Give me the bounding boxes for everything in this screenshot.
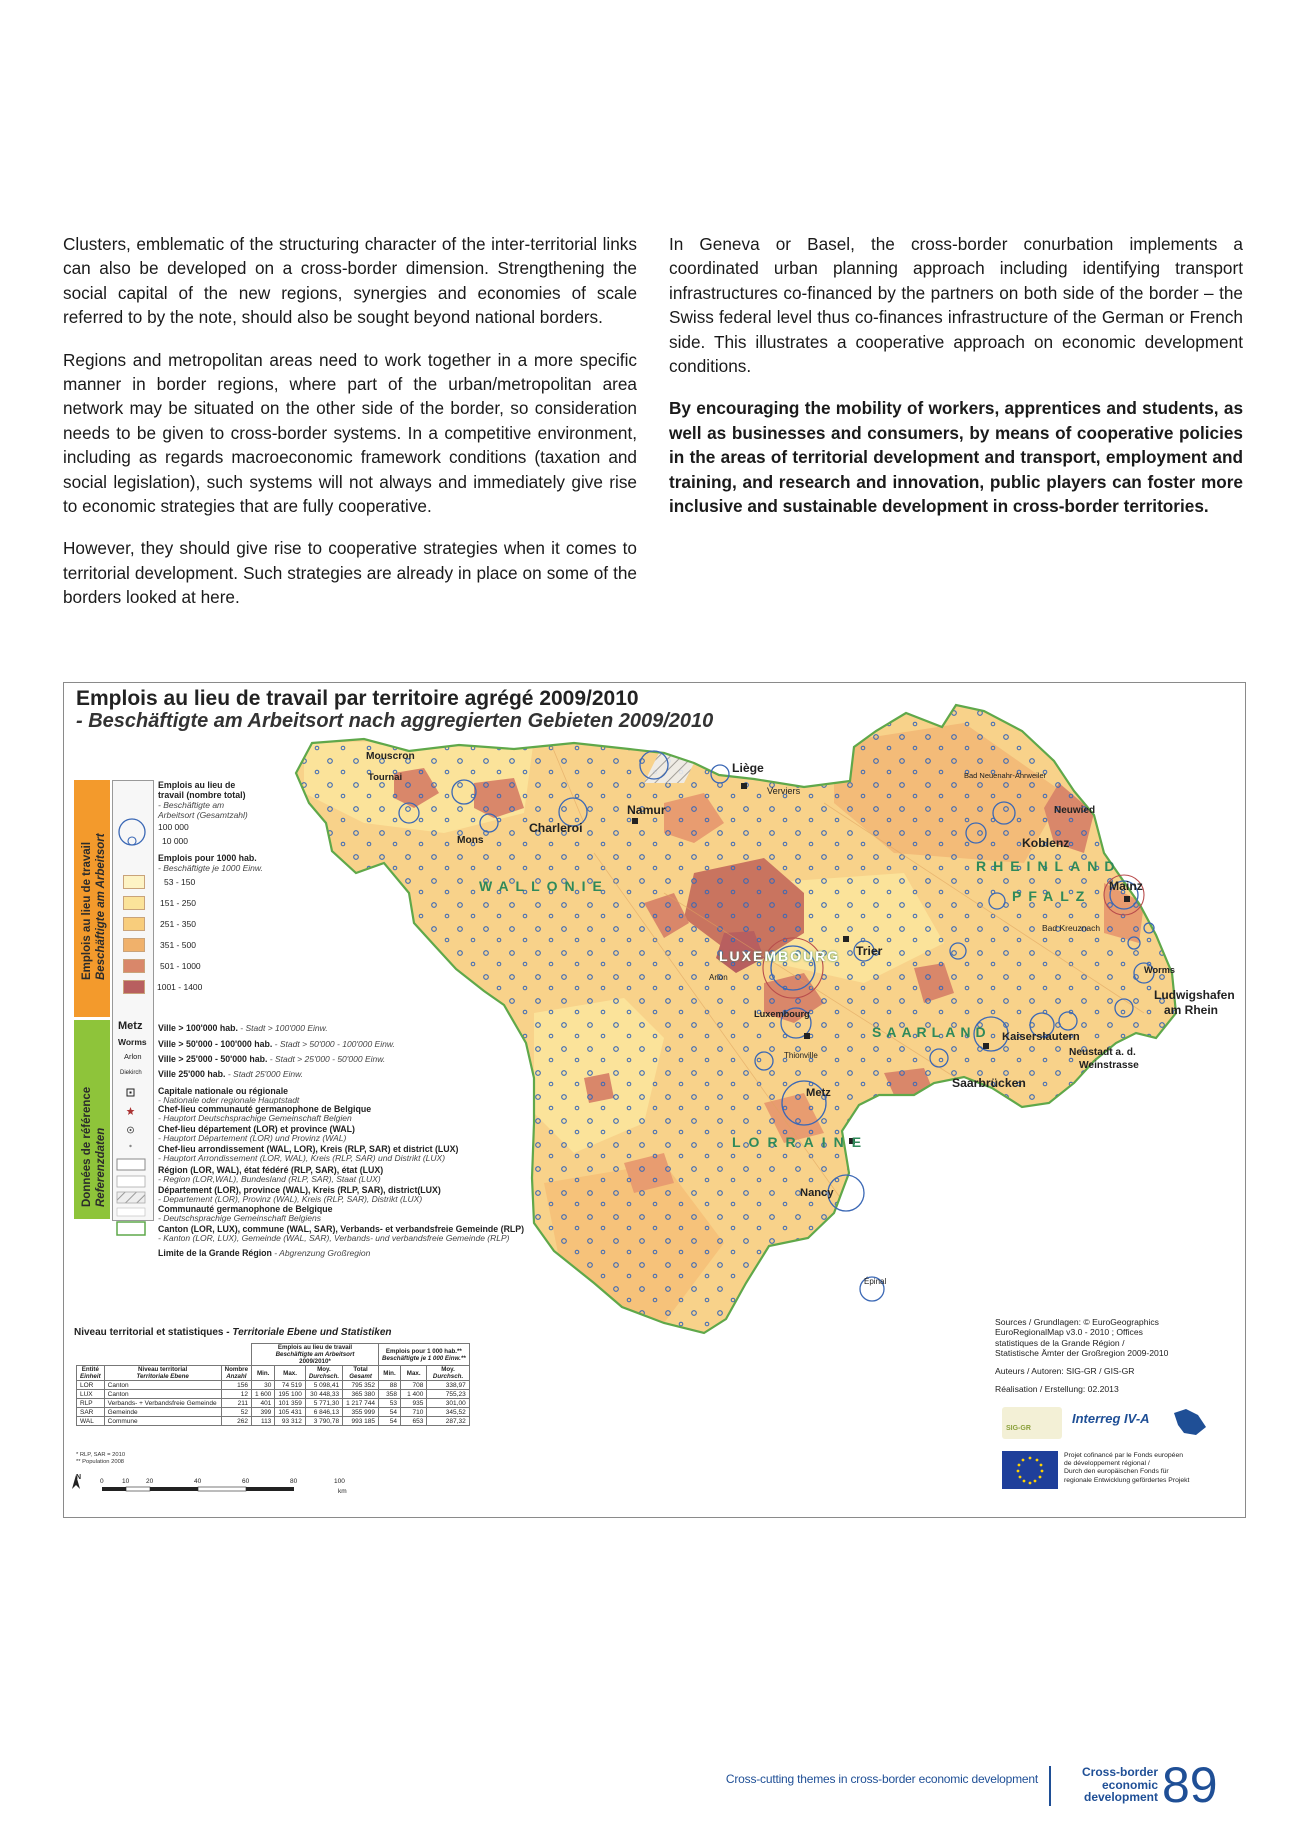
stats-col-header: Moy. Durchsch. — [427, 1366, 469, 1381]
stats-title: Niveau territorial et statistiques - Territoriale Ebene und Statistiken — [74, 1327, 392, 1338]
legend-ref-item: - Departement (LOR), Provinz (WAL), Kreis (RLP, SAR), Distrikt (LUX) — [158, 1194, 423, 1204]
stats-col-header: Min. — [379, 1366, 401, 1381]
legend-ref-item: Chef-lieu communauté germanophone de Belgique — [158, 1104, 372, 1114]
stats-notes: * RLP, SAR = 2010 ** Population 2008 — [76, 1452, 126, 1465]
legend-city-symbol: Metz — [118, 1020, 143, 1032]
legend-circle-value: 10 000 — [162, 836, 188, 846]
table-row: LUX Canton 12 1 600 195 100 30 448,33 365 380 358 1 400 755,23 — [77, 1390, 470, 1399]
text-column-right — [669, 232, 1243, 536]
legend-city-class: Ville > 25'000 - 50'000 hab. - Stadt > 25'000 - 50'000 Einw. — [158, 1054, 386, 1064]
scale-tick: 40 — [194, 1478, 202, 1485]
legend-class-label: 251 - 350 — [160, 919, 196, 929]
scale-tick: 10 — [122, 1478, 130, 1485]
running-title: Cross-cutting themes in cross-border economic development — [725, 1772, 1038, 1786]
scale-tick: 80 — [290, 1478, 298, 1485]
legend-class-label: 501 - 1000 — [160, 961, 201, 971]
stats-col-header: Entité Einheit — [77, 1366, 105, 1381]
legend-jobs-title: travail (nombre total) — [158, 790, 246, 800]
map-label: Luxembourg — [754, 1009, 810, 1019]
legend-city-symbol: Worms — [118, 1037, 147, 1047]
paragraph: Clusters, emblematic of the structuring character of the inter-territorial links can also be developed on a cross-border dimension. Strengthening the social capital of the new regions, synergies and economies of scale referred to by the note, should also be sought beyond national borders. — [63, 234, 637, 328]
scale-tick: 60 — [242, 1478, 250, 1485]
legend-band-reference-label: Données de référence — [81, 1086, 93, 1207]
map-label: Arlon — [709, 973, 728, 982]
footer-divider — [1049, 1766, 1051, 1806]
legend-ref-symbols — [112, 1080, 152, 1220]
legend-class-label: 151 - 250 — [160, 898, 196, 908]
section-label: Cross-border economic development — [1081, 1765, 1158, 1804]
legend-city-class: Ville > 50'000 - 100'000 hab. - Stadt > 50'000 - 100'000 Einw. — [158, 1039, 395, 1049]
legend-greater-region-swatch — [112, 1220, 152, 1240]
map-label: Charleroi — [529, 821, 583, 835]
partner-logos — [1002, 1405, 1217, 1441]
region-label: RHEINLAND — [976, 858, 1122, 874]
legend-swatch — [123, 896, 145, 910]
legend-ref-item: Département (LOR), province (WAL), Kreis (RLP, SAR), district(LUX) — [158, 1185, 441, 1195]
legend-class-label: 1001 - 1400 — [157, 982, 203, 992]
region-label: SAARLAND — [872, 1024, 991, 1040]
scale-tick: 100 — [334, 1478, 345, 1485]
map-label: Trier — [856, 944, 883, 958]
map-label: Namur — [627, 803, 666, 817]
map-label: Ludwigshafen — [1154, 988, 1235, 1002]
stats-col-header: Nombre Anzahl — [221, 1366, 251, 1381]
scale-unit: km — [338, 1488, 347, 1495]
stats-col-header: Max. — [400, 1366, 426, 1381]
legend-ref-item: - Nationale oder regionale Hauptstadt — [158, 1095, 300, 1105]
legend-ref-item: - Kanton (LOR, LUX), Gemeinde (WAL, SAR), Verbands- und verbandsfreie Gemeinde (RLP) — [158, 1233, 510, 1243]
stats-col-header: Min. — [252, 1366, 275, 1381]
legend-circles — [112, 810, 152, 850]
map-figure — [63, 682, 1246, 1518]
legend-city-symbol: Arlon — [124, 1052, 142, 1061]
page-footer — [0, 1757, 1300, 1820]
region-silhouette-icon — [1170, 1405, 1210, 1439]
map-sources: Sources / Grundlagen: © EuroGeographics EuroRegionalMap v3.0 - 2010 ; Offices statistiques de la Grande Région / Statistische Ämter der Großregion 2009-2010 Auteurs / Autoren: SIG-GR / GIS-GR Réalisation / Erstellung: 02.2013 — [995, 1317, 1235, 1395]
stats-col-header: Niveau territorial Territoriale Ebene — [104, 1366, 221, 1381]
map-label: Neustadt a. d. — [1069, 1047, 1136, 1058]
map-label: Weinstrasse — [1079, 1060, 1139, 1071]
map-title: Emplois au lieu de travail par territoire agrégé 2009/2010 — [76, 687, 639, 710]
eu-funding-notice — [1002, 1451, 1232, 1495]
legend-swatch — [123, 980, 145, 994]
map-label: Mouscron — [366, 751, 415, 762]
conclusion-paragraph: By encouraging the mobility of workers, apprentices and students, as well as businesses and consumers, by means of cooperative policies in the areas of territorial development and transport, employment and training, and research and innovation, public players can foster more inclusive and sustainable development in cross-border territories. — [669, 398, 1243, 517]
legend-ref-item: - Hauptort Arrondissement (LOR, WAL), Kreis (RLP, SAR) und Distrikt (LUX) — [158, 1153, 446, 1163]
legend-jobs-title: Emplois au lieu de — [158, 780, 236, 790]
map-label: Tournai — [368, 772, 403, 783]
legend-jobs-subtitle: Arbeitsort (Gesamtzahl) — [158, 810, 248, 820]
legend-band-jobs-label-de: Beschäftigte am Arbeitsort — [95, 833, 107, 980]
stats-header-group: Emplois au lieu de travail Beschäftigte am Arbeitsort 2009/2010* — [252, 1344, 379, 1366]
map-label: Épinal — [864, 1277, 887, 1286]
eu-flag-icon — [1002, 1451, 1058, 1489]
legend-jobs-subtitle: - Beschäftigte am — [158, 800, 225, 810]
page-number: 89 — [1162, 1757, 1218, 1813]
scale-tick: 20 — [146, 1478, 154, 1485]
legend-city-symbol: Diekirch — [120, 1070, 142, 1076]
legend-ref-item: Chef-lieu département (LOR) et province (WAL) — [158, 1124, 355, 1134]
map-label: am Rhein — [1164, 1003, 1219, 1017]
stats-col-header: Total Gesamt — [343, 1366, 379, 1381]
legend-ref-item: - Hauptort Deutschsprachige Gemeinschaft Belgien — [158, 1113, 352, 1123]
stats-col-header: Moy. Durchsch. — [305, 1366, 342, 1381]
legend-ref-item: Canton (LOR, LUX), commune (WAL, SAR), Verbands- et verbandsfreie Gemeinde (RLP) — [158, 1224, 525, 1234]
table-row: RLP Verbands- + Verbandsfreie Gemeinde 211 401 101 359 5 771,30 1 217 744 53 935 301,00 — [77, 1399, 470, 1408]
stats-header-group: Emplois pour 1 000 hab.** Beschäftigte je 1 000 Einw.** — [379, 1344, 470, 1366]
map-label: Koblenz — [1022, 836, 1070, 850]
map-realisation: Réalisation / Erstellung: 02.2013 — [995, 1384, 1119, 1395]
legend-ref-item: - Region (LOR,WAL), Bundesland (RLP, SAR), Staat (LUX) — [158, 1174, 381, 1184]
region-label: WALLONIE — [479, 878, 609, 894]
region-label: LUXEMBOURG — [719, 948, 841, 964]
map-label: Bad Neuenahr-Ahrweiler — [964, 771, 1047, 780]
legend-class-label: 53 - 150 — [164, 877, 196, 887]
legend-band-jobs-label: Emplois au lieu de travail — [81, 841, 93, 980]
sig-gr-logo: SIG-GR — [1002, 1407, 1062, 1439]
table-row: SAR Gemeinde 52 399 105 431 6 846,13 355 999 54 710 345,52 — [77, 1408, 470, 1417]
map-label: Neuwied — [1054, 805, 1096, 816]
map-label: Thionville — [784, 1051, 818, 1060]
scale-bar — [76, 1473, 356, 1499]
map-label: Bad Kreuznach — [1042, 923, 1101, 933]
map-label: Metz — [806, 1087, 831, 1099]
legend-class-label: 351 - 500 — [160, 940, 196, 950]
map-label: Saarbrücken — [952, 1076, 1026, 1090]
legend-ref-item: Capitale nationale ou régionale — [158, 1086, 289, 1096]
legend-swatch — [123, 959, 145, 973]
stats-table — [76, 1343, 470, 1426]
legend-swatch — [123, 938, 145, 952]
legend-ref-item: - Deutschsprachige Gemeinschaft Belgiens — [158, 1213, 321, 1223]
map-label: Mainz — [1109, 879, 1143, 893]
text-column-left — [63, 232, 637, 628]
legend-density-title: Emplois pour 1000 hab. — [158, 853, 257, 863]
north-arrow-label: N — [76, 1474, 82, 1481]
map-authors: Auteurs / Autoren: SIG-GR / GIS-GR — [995, 1366, 1135, 1377]
map-label: Nancy — [800, 1187, 834, 1199]
interreg-logo: Interreg IV-A — [1072, 1411, 1150, 1426]
paragraph: Regions and metropolitan areas need to work together in a more specific manner in border regions, where part of the urban/metropolitan area network may be situated on the other side of the border, so consideration needs to be given to cross-border systems. In a competitive environment, including as regards macroeconomic framework conditions (taxation and social legislation), such systems will not always and immediately give rise to economic strategies that are fully cooperative. — [63, 349, 637, 517]
region-label: PFALZ — [1012, 888, 1092, 904]
legend-ref-item: - Hauptort Département (LOR) und Provinz (WAL) — [158, 1133, 347, 1143]
map-label: Liège — [732, 761, 764, 775]
table-row: LOR Canton 156 30 74 519 5 098,41 795 352 88 708 338,97 — [77, 1381, 470, 1390]
map-label: Kaiserslautern — [1002, 1031, 1080, 1043]
scale-bar-graphic — [102, 1486, 322, 1494]
legend-swatch — [123, 917, 145, 931]
map-label: Verviers — [767, 786, 801, 796]
legend-ref-item: Limite de la Grande Région - Abgrenzung Großregion — [158, 1248, 371, 1258]
paragraph: In Geneva or Basel, the cross-border conurbation implements a coordinated urban planning approach including identifying transport infrastructures co-financed by the partners on both side of the border – the Swiss federal level thus co-finances infrastructure of the German or French side. This illustrates a cooperative approach on economic development conditions. — [669, 234, 1243, 377]
legend-band-reference-label-de: Referenzdaten — [95, 1127, 107, 1207]
region-label: LORRAINE — [732, 1134, 870, 1150]
scale-tick: 0 — [100, 1478, 104, 1485]
legend-density-subtitle: - Beschäftigte je 1000 Einw. — [158, 863, 263, 873]
legend-swatch — [123, 875, 145, 889]
legend-ref-item: Région (LOR, WAL), état fédéré (RLP, SAR), état (LUX) — [158, 1165, 384, 1175]
map-label: Mons — [457, 835, 484, 846]
legend-ref-item: Communauté germanophone de Belgique — [158, 1204, 333, 1214]
paragraph: However, they should give rise to cooperative strategies when it comes to territorial development. Such strategies are already in place on some of the borders looked at here. — [63, 538, 637, 608]
map-label: Worms — [1144, 965, 1175, 975]
table-row: WAL Commune 262 113 93 312 3 790,78 993 185 54 653 287,32 — [77, 1417, 470, 1426]
legend-ref-item: Chef-lieu arrondissement (WAL, LOR), Kreis (RLP, SAR) et district (LUX) — [158, 1144, 459, 1154]
map-subtitle: - Beschäftigte am Arbeitsort nach aggregierten Gebieten 2009/2010 — [76, 710, 714, 732]
stats-col-header: Max. — [275, 1366, 306, 1381]
legend-circle-value: 100 000 — [158, 822, 189, 832]
legend-city-class: Ville 25'000 hab. - Stadt 25'000 Einw. — [158, 1069, 304, 1079]
legend-city-class: Ville > 100'000 hab. - Stadt > 100'000 Einw. — [158, 1023, 328, 1033]
eu-funding-text: Projet cofinancé par le Fonds européen de développement régional / Durch den europäischen Fonds für regionale Entwicklung gefördertes Projekt — [1064, 1452, 1190, 1484]
